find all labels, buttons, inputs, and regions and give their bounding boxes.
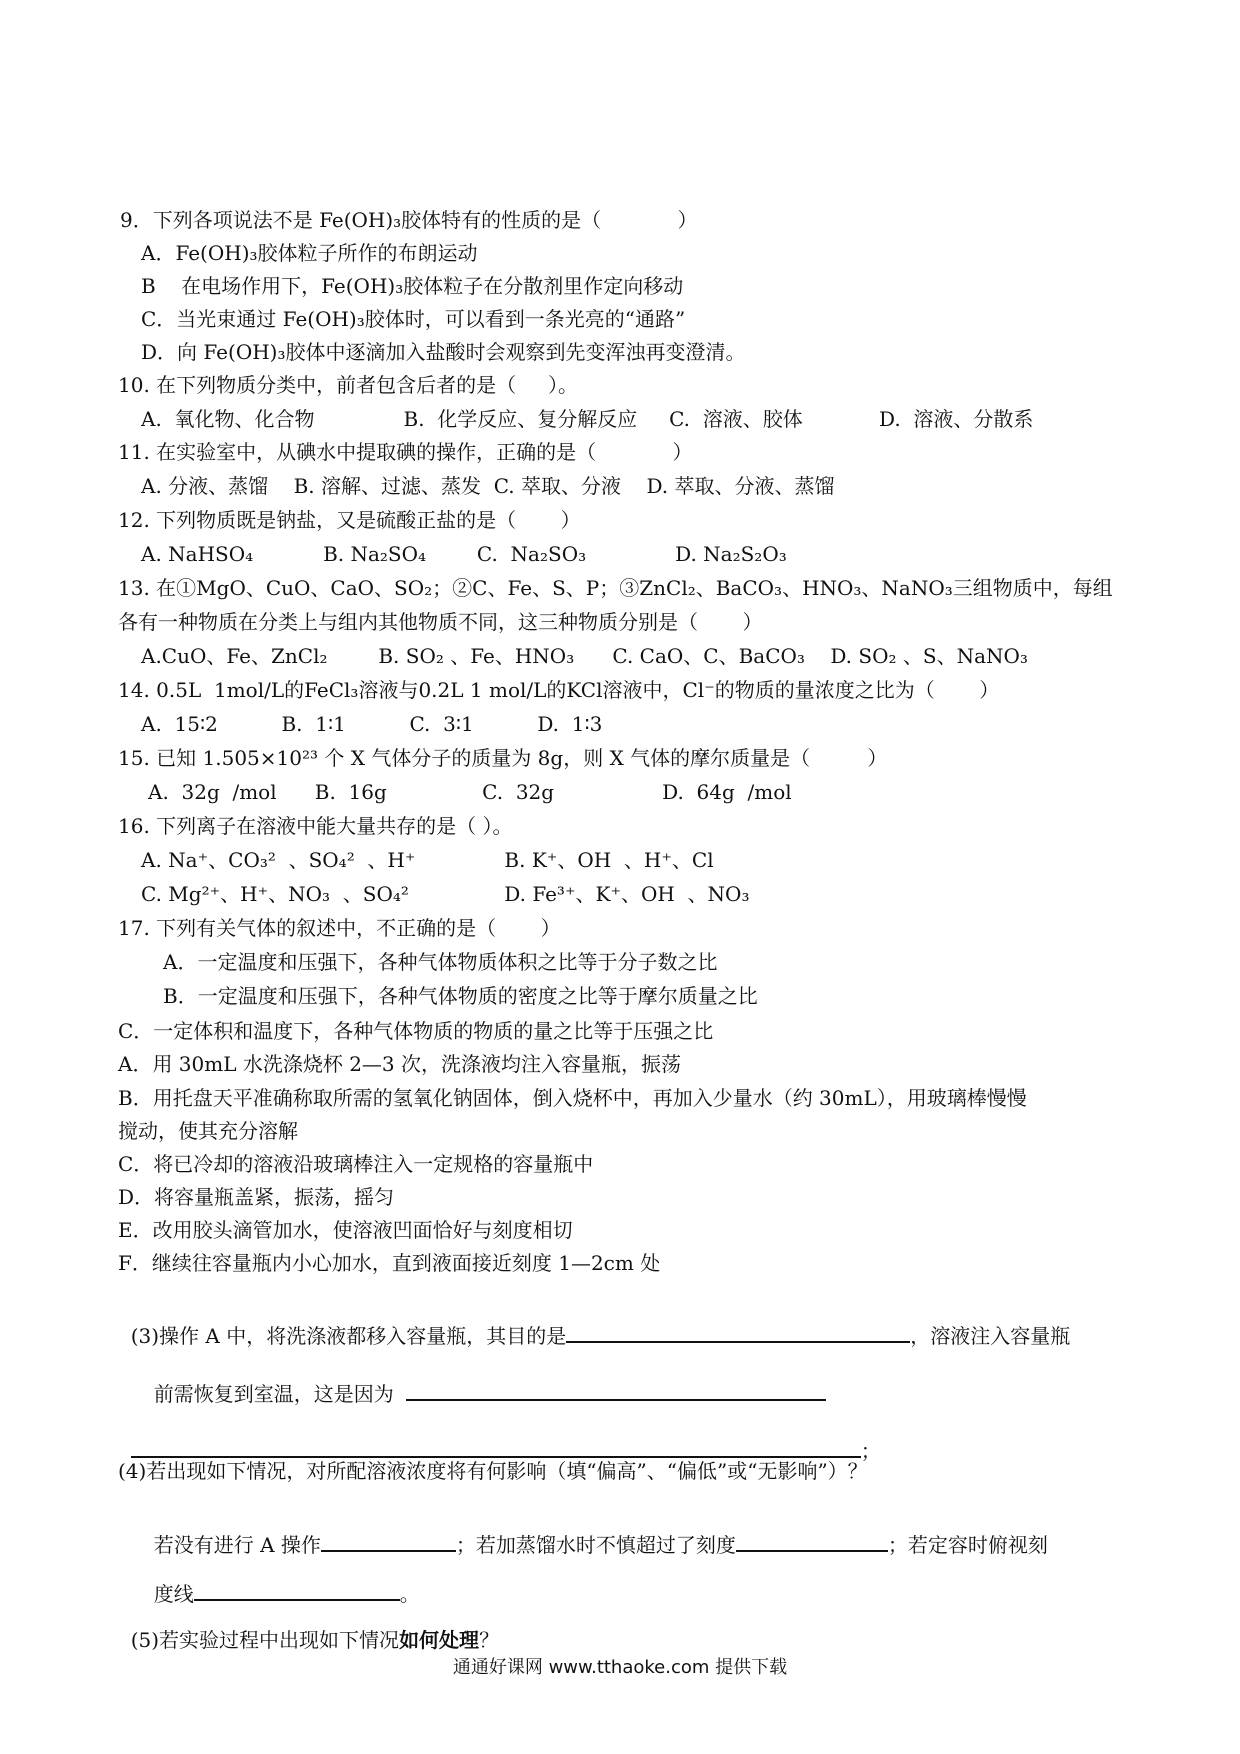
q16-options-ab: A. Na⁺、CO₃² 、SO₄² 、H⁺ B. K⁺、OH 、H⁺、Cl xyxy=(141,848,714,872)
part3-line3 xyxy=(118,1414,881,1463)
q13-stem-line1: 13. 在①MgO、CuO、CaO、SO₂；②C、Fe、S、P；③ZnCl₂、BaCO₃、HNO₃、NaNO₃三组物质中，每组 xyxy=(118,576,1113,600)
q10-stem: 10. 在下列物质分类中，前者包含后者的是（ ）。 xyxy=(118,373,578,397)
step-e: E．改用胶头滴管加水，使溶液凹面恰好与刻度相切 xyxy=(118,1218,573,1242)
step-b-line1: B．用托盘天平准确称取所需的氢氧化钠固体，倒入烧杯中，再加入少量水（约 30mL），用玻璃棒慢慢 xyxy=(118,1086,1027,1110)
part3-answer-blank-3[interactable] xyxy=(131,1438,861,1458)
part3-line1 xyxy=(118,1299,1070,1348)
step-f: F．继续往容量瓶内小心加水，直到液面接近刻度 1—2cm 处 xyxy=(118,1251,661,1275)
q9-option-c: C．当光束通过 Fe(OH)₃胶体时，可以看到一条光亮的“通路” xyxy=(141,307,686,331)
part4-title: (4)若出现如下情况，对所配溶液浓度将有何影响（填“偏高”、“偏低”或“无影响”）？ xyxy=(118,1459,868,1483)
part5-end-punct: ？ xyxy=(479,1628,500,1652)
part3-end-punct: ； xyxy=(860,1439,881,1463)
q12-options: A. NaHSO₄ B. Na₂SO₄ C. Na₂SO₃ D. Na₂S₂O₃ xyxy=(141,542,787,566)
part4-answer-blank-3[interactable] xyxy=(194,1581,400,1601)
part4-answer-blank-2[interactable] xyxy=(736,1532,888,1552)
part3-reason-prompt: 前需恢复到室温，这是因为 xyxy=(153,1382,394,1406)
step-c: C．将已冷却的溶液沿玻璃棒注入一定规格的容量瓶中 xyxy=(118,1152,594,1176)
part3-answer-blank-1[interactable] xyxy=(566,1323,910,1343)
part3-prompt: (3)操作 A 中，将洗涤液都移入容量瓶，其目的是 xyxy=(130,1324,567,1348)
part4-line2 xyxy=(141,1508,1048,1557)
part5-prompt: (5)若实验过程中出现如下情况 xyxy=(130,1628,400,1652)
q13-stem-line2: 各有一种物质在分类上与组内其他物质不同，这三种物质分别是（ ） xyxy=(118,610,763,634)
q11-stem: 11. 在实验室中，从碘水中提取碘的操作，正确的是（ ） xyxy=(118,440,693,464)
q11-options: A. 分液、蒸馏 B. 溶解、过滤、蒸发 C. 萃取、分液 D. 萃取、分液、蒸馏 xyxy=(141,474,835,498)
part4-prompt-b: ；若加蒸馏水时不慎超过了刻度 xyxy=(455,1533,736,1557)
q13-options: A.CuO、Fe、ZnCl₂ B. SO₂ 、Fe、HNO₃ C. CaO、C、BaCO₃ D. SO₂ 、S、NaNO₃ xyxy=(141,644,1028,668)
q15-options: A. 32g /mol B. 16g C. 32g D. 64g /mol xyxy=(148,780,792,804)
step-b-line2: 搅动，使其充分溶解 xyxy=(118,1119,298,1143)
part4-prompt-c: ；若定容时俯视刻 xyxy=(887,1533,1048,1557)
page-footer: 通通好课网 www.tthaoke.com 提供下载 xyxy=(452,1657,788,1678)
q17-option-a: A．一定温度和压强下，各种气体物质体积之比等于分子数之比 xyxy=(163,950,718,974)
step-a: A．用 30mL 水洗涤烧杯 2—3 次，洗涤液均注入容量瓶，振荡 xyxy=(118,1052,682,1076)
q17-stem: 17. 下列有关气体的叙述中，不正确的是（ ） xyxy=(118,916,561,940)
q14-options: A. 15∶2 B. 1∶1 C. 3∶1 D. 1∶3 xyxy=(141,712,603,736)
part5-bold-text: 如何处理 xyxy=(399,1628,480,1652)
part4-end-punct: 。 xyxy=(399,1582,420,1606)
q16-options-cd: C. Mg²⁺、H⁺、NO₃ 、SO₄² D. Fe³⁺、K⁺、OH 、NO₃ xyxy=(141,882,750,906)
step-d: D．将容量瓶盖紧，振荡，摇匀 xyxy=(118,1185,395,1209)
q12-stem: 12. 下列物质既是钠盐，又是硫酸正盐的是（ ） xyxy=(118,508,581,532)
part4-answer-blank-1[interactable] xyxy=(321,1532,456,1552)
part3-answer-blank-2[interactable] xyxy=(406,1381,826,1401)
part5-line xyxy=(118,1604,499,1652)
q9-option-a: A．Fe(OH)₃胶体粒子所作的布朗运动 xyxy=(141,241,478,265)
q9-option-d: D．向 Fe(OH)₃胶体中逐滴加入盐酸时会观察到先变浑浊再变澄清。 xyxy=(141,340,746,364)
q16-stem: 16. 下列离子在溶液中能大量共存的是（ ）。 xyxy=(118,814,513,838)
q15-stem: 15. 已知 1.505×10²³ 个 X 气体分子的质量为 8g，则 X 气体的摩尔质量是（ ） xyxy=(118,746,888,770)
q10-options: A. 氧化物、化合物 B. 化学反应、复分解反应 C. 溶液、胶体 D. 溶液、分散系 xyxy=(141,407,1034,431)
part3-continuation: ，溶液注入容量瓶 xyxy=(910,1324,1071,1348)
part4-prompt-a: 若没有进行 A 操作 xyxy=(153,1533,321,1557)
part3-line2 xyxy=(141,1357,826,1406)
q9-option-b: B 在电场作用下，Fe(OH)₃胶体粒子在分散剂里作定向移动 xyxy=(141,274,684,298)
q17-option-b: B．一定温度和压强下，各种气体物质的密度之比等于摩尔质量之比 xyxy=(163,984,758,1008)
part4-prompt-d: 度线 xyxy=(153,1582,194,1606)
part4-line3 xyxy=(141,1557,420,1606)
q17-option-c: C．一定体积和温度下，各种气体物质的物质的量之比等于压强之比 xyxy=(118,1019,714,1043)
q9-stem: 9．下列各项说法不是 Fe(OH)₃胶体特有的性质的是（ ） xyxy=(120,208,698,232)
q14-stem: 14. 0.5L 1mol/L的FeCl₃溶液与0.2L 1 mol/L的KCl溶液中，Cl⁻的物质的量浓度之比为（ ） xyxy=(118,678,1000,702)
